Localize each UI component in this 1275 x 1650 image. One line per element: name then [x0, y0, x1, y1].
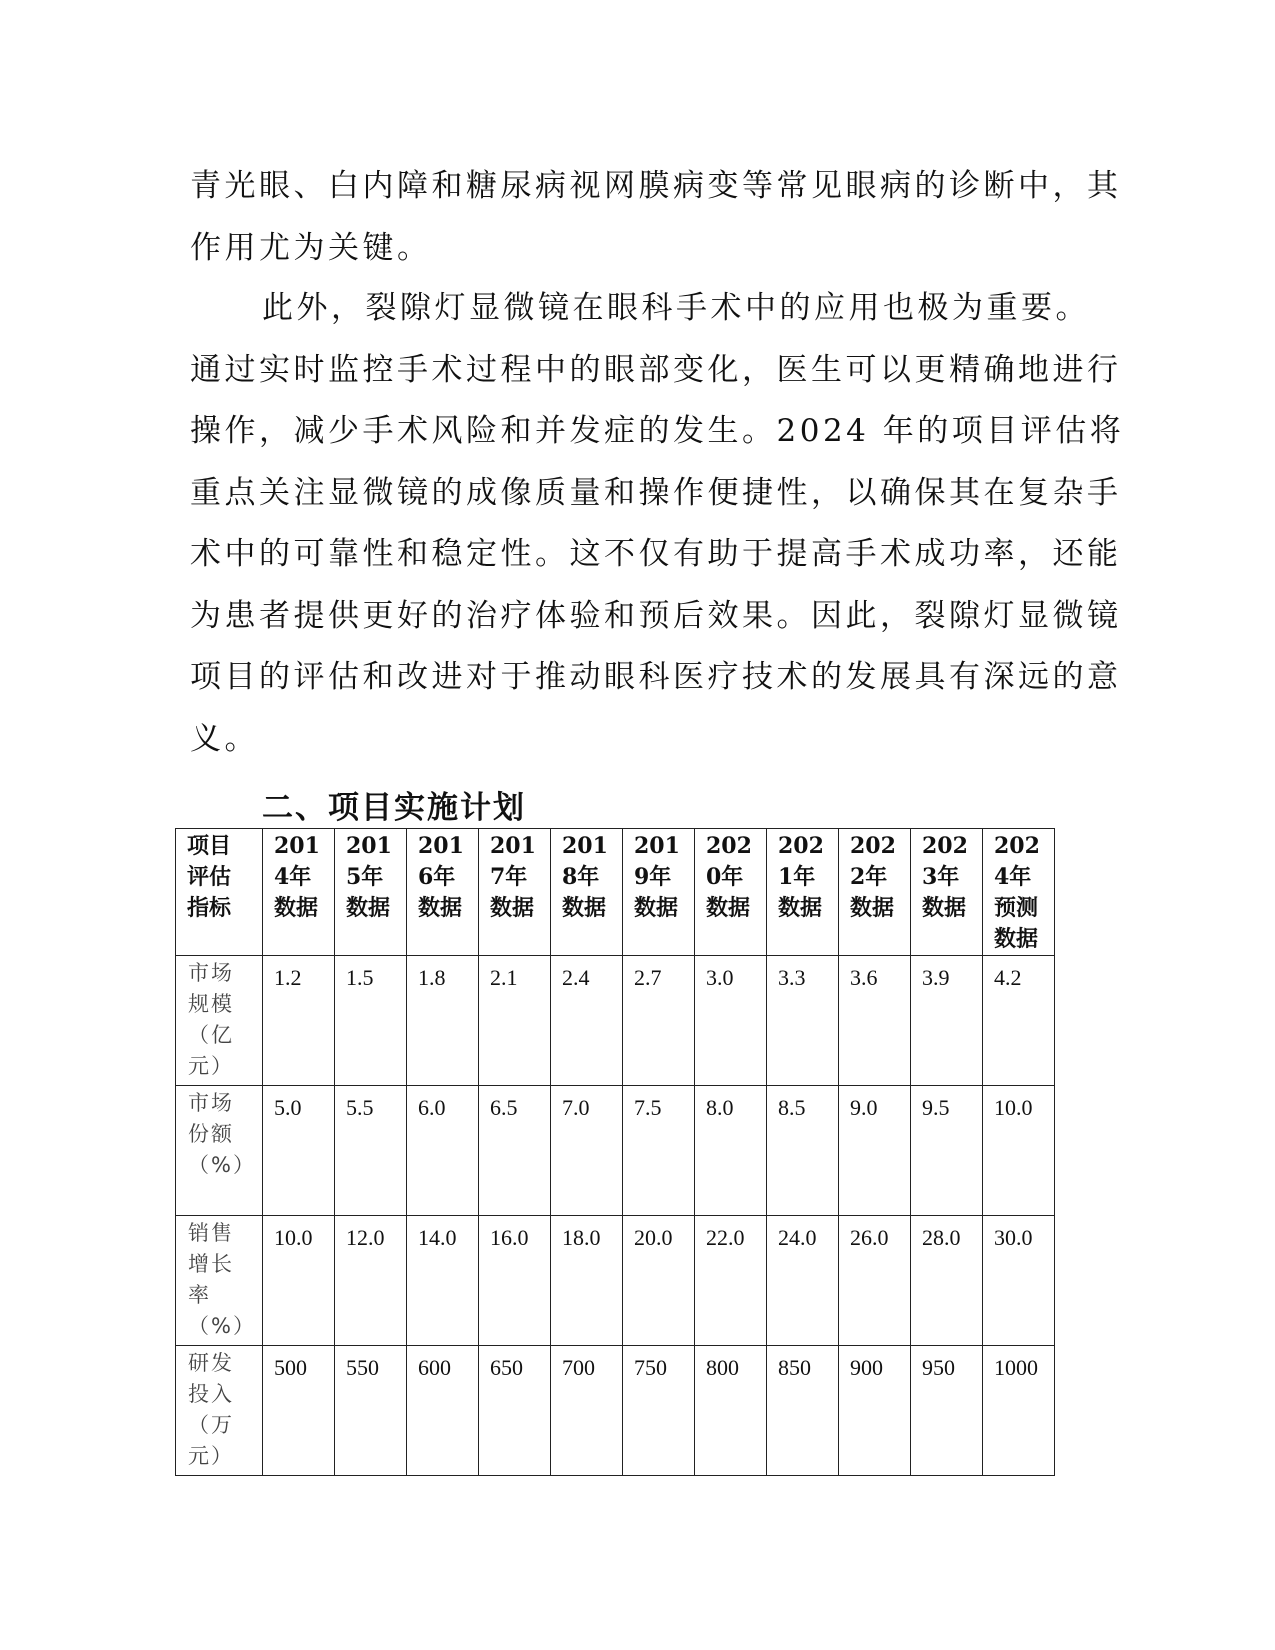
table-cell: 750	[622, 1346, 694, 1476]
text-line: 青光眼、白内障和糖尿病视网膜病变等常见眼病的诊断中，其	[190, 168, 1122, 204]
table-cell: 3.6	[838, 956, 910, 1086]
table-cell: 18.0	[550, 1216, 622, 1346]
row-label: 销售增长率（%）	[176, 1216, 263, 1346]
table-header-cell: 2015年数据	[334, 829, 406, 956]
table-cell: 7.0	[550, 1086, 622, 1216]
table-cell: 1000	[982, 1346, 1054, 1476]
table-cell: 3.3	[766, 956, 838, 1086]
table-cell: 7.5	[622, 1086, 694, 1216]
text-line: 项目的评估和改进对于推动眼科医疗技术的发展具有深远的意	[190, 659, 1122, 695]
table-cell: 6.5	[478, 1086, 550, 1216]
table-cell: 5.0	[262, 1086, 334, 1216]
row-label: 研发投入（万元）	[176, 1346, 263, 1476]
table-cell: 1.5	[334, 956, 406, 1086]
table-row	[176, 1346, 1055, 1476]
table-cell: 950	[910, 1346, 982, 1476]
table-header-cell: 2017年数据	[478, 829, 550, 956]
table-cell: 550	[334, 1346, 406, 1476]
table-cell: 3.0	[694, 956, 766, 1086]
table-cell: 24.0	[766, 1216, 838, 1346]
row-label: 市场份额（%）	[176, 1086, 263, 1216]
text-line: 操作，减少手术风险和并发症的发生。2024 年的项目评估将	[190, 413, 1125, 449]
table-header-cell: 2019年数据	[622, 829, 694, 956]
text-line: 作用尤为关键。	[190, 229, 432, 266]
table-cell: 8.5	[766, 1086, 838, 1216]
paragraph-continuation	[190, 156, 1122, 279]
table-cell: 9.5	[910, 1086, 982, 1216]
table-cell: 8.0	[694, 1086, 766, 1216]
table-cell: 900	[838, 1346, 910, 1476]
table-cell: 16.0	[478, 1216, 550, 1346]
table-cell: 5.5	[334, 1086, 406, 1216]
table-cell: 10.0	[262, 1216, 334, 1346]
table-cell: 10.0	[982, 1086, 1054, 1216]
table-cell: 1.8	[406, 956, 478, 1086]
text-line: 义。	[190, 720, 259, 757]
table-header-cell: 2014年数据	[262, 829, 334, 956]
table-cell: 12.0	[334, 1216, 406, 1346]
table-header-row	[176, 829, 1055, 956]
table-row	[176, 1086, 1055, 1216]
text-line: 此外，裂隙灯显微镜在眼科手术中的应用也极为重要。	[262, 290, 1090, 326]
table-cell: 26.0	[838, 1216, 910, 1346]
table-header-cell: 2023年数据	[910, 829, 982, 956]
row-label: 市场规模（亿元）	[176, 956, 263, 1086]
table-header-cell: 2016年数据	[406, 829, 478, 956]
table-cell: 2.7	[622, 956, 694, 1086]
paragraph-slit-lamp-surgery	[190, 278, 1125, 770]
table-header-cell: 2022年数据	[838, 829, 910, 956]
table-cell: 3.9	[910, 956, 982, 1086]
text-line: 为患者提供更好的治疗体验和预后效果。因此，裂隙灯显微镜	[190, 597, 1122, 634]
table-cell: 1.2	[262, 956, 334, 1086]
table-cell: 800	[694, 1346, 766, 1476]
text-line: 术中的可靠性和稳定性。这不仅有助于提高手术成功率，还能	[190, 536, 1122, 572]
text-line: 重点关注显微镜的成像质量和操作便捷性，以确保其在复杂手	[190, 474, 1122, 511]
table-cell: 9.0	[838, 1086, 910, 1216]
section-heading: 二、项目实施计划	[262, 790, 526, 826]
table-row	[176, 1216, 1055, 1346]
table-header-cell: 2018年数据	[550, 829, 622, 956]
table-cell: 6.0	[406, 1086, 478, 1216]
table-cell: 4.2	[982, 956, 1054, 1086]
table-cell: 2.4	[550, 956, 622, 1086]
table-cell: 28.0	[910, 1216, 982, 1346]
table-header-cell: 2021年数据	[766, 829, 838, 956]
text-line: 通过实时监控手术过程中的眼部变化，医生可以更精确地进行	[190, 351, 1122, 388]
table-header-cell: 2020年数据	[694, 829, 766, 956]
table-header-cell: 2024年预测数据	[982, 829, 1054, 956]
table-row	[176, 956, 1055, 1086]
table-cell: 22.0	[694, 1216, 766, 1346]
evaluation-table	[175, 828, 1055, 1476]
table-cell: 700	[550, 1346, 622, 1476]
table-cell: 500	[262, 1346, 334, 1476]
table-cell: 650	[478, 1346, 550, 1476]
table-cell: 600	[406, 1346, 478, 1476]
table-header-cell: 项目评估指标	[176, 829, 263, 956]
table-cell: 20.0	[622, 1216, 694, 1346]
table-cell: 2.1	[478, 956, 550, 1086]
table-cell: 850	[766, 1346, 838, 1476]
table-cell: 30.0	[982, 1216, 1054, 1346]
table-cell: 14.0	[406, 1216, 478, 1346]
